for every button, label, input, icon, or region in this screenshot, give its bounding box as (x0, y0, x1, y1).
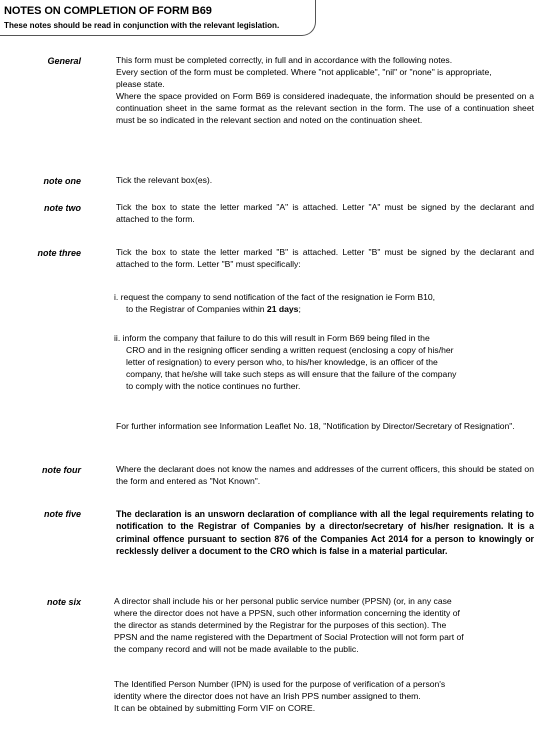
note-three-item-ii (114, 333, 532, 393)
note-six-line4: PPSN and the name registered with the Department of Social Protection will not form part of (114, 631, 464, 642)
note-six-line1: A director shall include his or her personal public service number (PPSN) (or, in any case (114, 596, 452, 606)
note-six-ipn-line3: It can be obtained by submitting Form VIF on CORE. (114, 702, 316, 713)
item-i-line1: i. request the company to send notification of the fact of the resignation ie Form B10, (114, 292, 436, 302)
label-note-five: note five (43, 509, 81, 519)
note-six-line2: where the director does not have a PPSN, such other information concerning the identity of (114, 607, 460, 618)
label-general: General (47, 56, 81, 66)
item-i-line2 (114, 304, 532, 316)
item-i-deadline: 21 days (266, 303, 299, 314)
note-six-ipn-line1: The Identified Person Number (IPN) is used for the purpose of verification of a person's (114, 679, 446, 689)
item-i-line2-end: ; (298, 303, 301, 314)
note-one-text: Tick the relevant box(es). (116, 175, 213, 185)
label-note-three: note three (37, 248, 81, 258)
item-ii-line4: company, that he/she will take such steps as will ensure that the failure of the company (126, 368, 457, 379)
note-two-text: Tick the box to state the letter marked "A" is attached. Letter "A" must be signed by the declarant and attached to the form. (116, 202, 534, 224)
note-four-text: Where the declarant does not know the names and addresses of the current officers, this should be stated on the form and entered as "Not Known". (116, 464, 534, 486)
general-p2-line2: please state. (116, 78, 165, 89)
general-p2-line1: Every section of the form must be completed. Where "not applicable", "nil" or "none" is appropriate, (116, 66, 492, 77)
header-box (0, 0, 316, 36)
item-ii-line3: letter of resignation) to every person who, to his/her knowledge, is an officer of the (126, 356, 438, 367)
general-p1: This form must be completed correctly, in full and in accordance with the following notes. (116, 55, 453, 65)
note-six-ipn-line2: identity where the director does not have an Irish PPS number assigned to them. (114, 690, 421, 701)
note-six-text (114, 596, 532, 656)
page-subtitle: These notes should be read in conjunction with the relevant legislation. (4, 21, 280, 30)
note-five-text: The declaration is an unsworn declaration of compliance with all the legal requirements relating to notification to the Registrar of Companies by a director/secretary of his/her resignation. It is a criminal offence pursuant to section 876 of the Companies Act 2014 for a person to knowingly or recklessly deliver a document to the CRO which is false in a material particular. (116, 509, 534, 557)
note-six-ipn (114, 679, 532, 715)
label-note-two: note two (44, 203, 81, 213)
general-p3: Where the space provided on Form B69 is considered inadequate, the information should be presented on a continuation sheet in the same format as the relevant section in the form. The use of a continuation sheet must be so indicated in the relevant section and noted on the continuation sheet. (116, 90, 534, 125)
note-six-line3: the director as stands determined by the Registrar for the purposes of this section). The (114, 619, 447, 630)
note-six-line5: the company record and will not be made available to the public. (114, 643, 359, 654)
item-ii-line2: CRO and in the resigning officer sending a written request (enclosing a copy of his/her (126, 344, 454, 355)
item-i-line2-text: to the Registrar of Companies within (126, 303, 267, 314)
label-note-six: note six (46, 597, 81, 607)
note-three-text: Tick the box to state the letter marked "B" is attached. Letter "B" must be signed by the declarant and attached to the form. Letter "B" must specifically: (116, 247, 534, 269)
label-note-four: note four (42, 465, 81, 475)
note-three-further: For further information see Information Leaflet No. 18, "Notification by Director/Secretary of Resignation". (116, 421, 515, 431)
note-three-item-i (114, 292, 532, 316)
label-note-one: note one (43, 176, 81, 186)
general-text (116, 55, 534, 126)
item-ii-line1: ii. inform the company that failure to do this will result in Form B69 being filed in the (114, 333, 430, 343)
item-ii-line5: to comply with the notice continues no further. (126, 380, 301, 391)
page-title: NOTES ON COMPLETION OF FORM B69 (4, 5, 212, 17)
